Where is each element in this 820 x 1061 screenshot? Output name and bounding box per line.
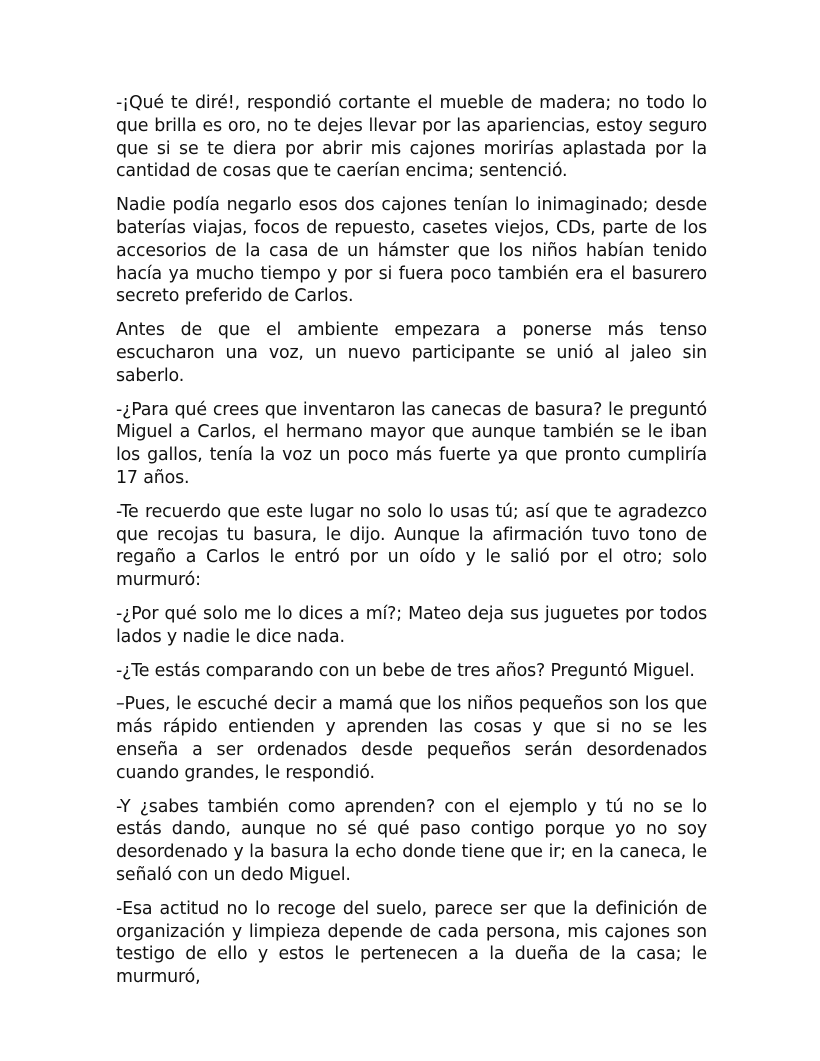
paragraph-2: Nadie podía negarlo esos dos cajones tenían lo inimaginado; desde baterías viajas, focos de repuesto, casetes viejos, CDs, parte de los accesorios de la casa de un hámster que los niños habían tenido hacía ya mucho tiempo y por si fuera poco también era el basurero secreto preferido de Carlos.	[116, 195, 707, 307]
paragraph-3: Antes de que el ambiente empezara a ponerse más tenso escucharon una voz, un nuevo participante se unió al jaleo sin saberlo.	[116, 320, 707, 386]
paragraph-4: -¿Para qué crees que inventaron las canecas de basura? le preguntó Miguel a Carlos, el hermano mayor que aunque también se le iban los gallos, tenía la voz un poco más fuerte ya que pronto cumpliría 17 años.	[116, 399, 707, 488]
paragraph-7: -¿Te estás comparando con un bebe de tres años? Preguntó Miguel.	[116, 660, 695, 681]
document-page	[116, 92, 707, 1000]
paragraph-8: –Pues, le escuché decir a mamá que los niños pequeños son los que más rápido entienden y aprenden las cosas y que si no se les enseña a ser ordenados desde pequeños serán desordenados cuando grandes, le respondió.	[116, 694, 707, 783]
paragraph-6: -¿Por qué solo me lo dices a mí?; Mateo deja sus juguetes por todos lados y nadie le dice nada.	[116, 603, 707, 647]
paragraph-9: -Y ¿sabes también como aprenden? con el ejemplo y tú no se lo estás dando, aunque no sé qué paso contigo porque yo no soy desordenado y la basura la echo donde tiene que ir; en la caneca, le señaló con un dedo Miguel.	[116, 796, 707, 885]
paragraph-1: -¡Qué te diré!, respondió cortante el mueble de madera; no todo lo que brilla es oro, no te dejes llevar por las apariencias, estoy seguro que si se te diera por abrir mis cajones morirías aplastada por la cantidad de cosas que te caerían encima; sentenció.	[116, 93, 707, 182]
paragraph-5: -Te recuerdo que este lugar no solo lo usas tú; así que te agradezco que recojas tu basura, le dijo. Aunque la afirmación tuvo tono de regaño a Carlos le entró por un oído y le salió por el otro; solo murmuró:	[116, 501, 707, 591]
paragraph-10: -Esa actitud no lo recoge del suelo, parece ser que la definición de organización y limpieza depende de cada persona, mis cajones son testigo de ello y estos le pertenecen a la dueña de la casa; le murmuró,	[116, 898, 707, 988]
